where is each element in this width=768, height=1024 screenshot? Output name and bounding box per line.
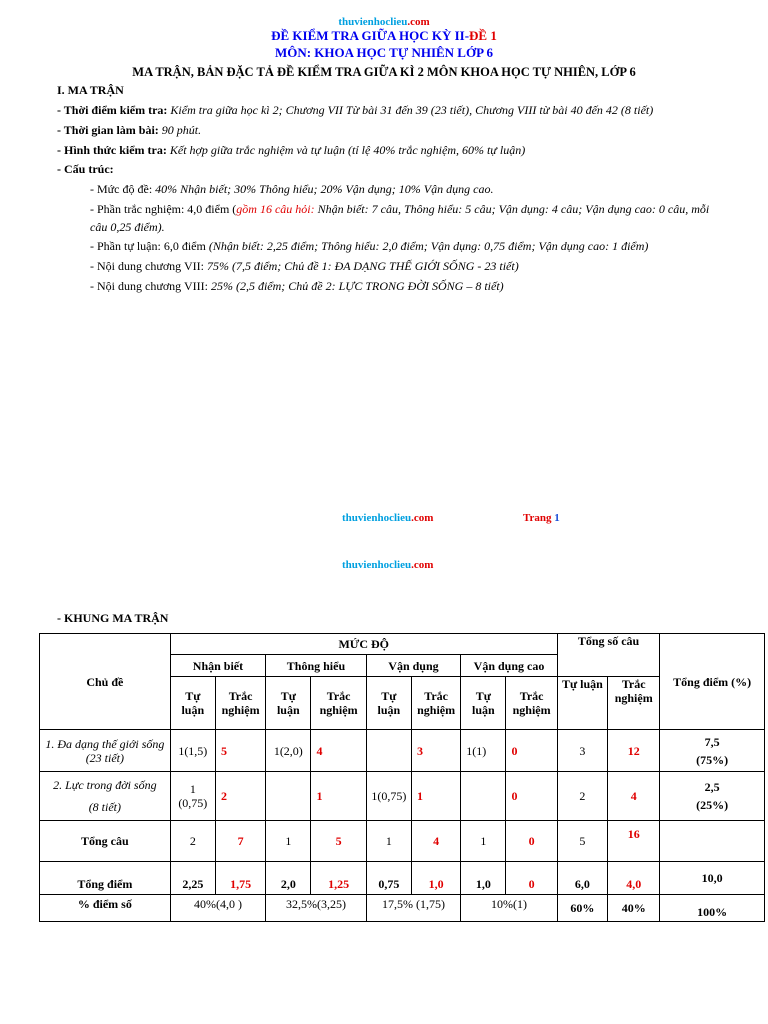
cell: 0: [506, 730, 557, 772]
difficulty-line: - Mức độ đề: 40% Nhận biết; 30% Thông hiểu; 20% Vận dụng; 10% Vận dụng cao.: [90, 182, 494, 196]
col-mc: Trắc nghiệm: [311, 677, 366, 730]
exam-time-line: - Thời điểm kiểm tra: Kiểm tra giữa học kì 2; Chương VII Từ bài 31 đến 39 (23 tiết), Chương VIII từ bài 40 đến 42 (8 tiết): [57, 103, 654, 117]
total-questions-header: Tổng số câu: [557, 634, 660, 677]
cell: [461, 772, 506, 821]
multiple-choice-line: - Phần trắc nghiệm: 4,0 điểm (gồm 16 câu hỏi: Nhận biết: 7 câu, Thông hiểu: 5 câu; Vận dụng: 4 câu; Vận dụng cao: 0 câu, mỗi: [90, 202, 710, 216]
cell: 1(2,0): [266, 730, 311, 772]
cell: 0: [506, 772, 557, 821]
structure-label: - Cấu trúc:: [57, 162, 114, 176]
row-label: % điểm số: [40, 895, 171, 922]
chapter8-line: - Nội dung chương VIII: 25% (2,5 điểm; Chủ đề 2: LỰC TRONG ĐỜI SỐNG – 8 tiết): [90, 279, 504, 293]
table-row: [40, 772, 765, 821]
level-recognize: Nhận biết: [170, 655, 266, 677]
essay-line: - Phần tự luận: 6,0 điểm (Nhận biết: 2,25 điểm; Thông hiểu: 2,0 điểm; Vận dụng: 0,75 điểm; Vận dụng cao: 1 điểm): [90, 239, 649, 253]
cell: 1,25: [311, 862, 366, 895]
col-essay: Tự luận: [170, 677, 215, 730]
cell: [660, 821, 765, 862]
cell: 100%: [660, 895, 765, 922]
cell: 1,0: [461, 862, 506, 895]
cell: 40%(4,0 ): [170, 895, 266, 922]
table-row: [40, 895, 765, 922]
cell: 4: [411, 821, 460, 862]
cell: 1(1): [461, 730, 506, 772]
cell: 10%(1): [461, 895, 558, 922]
subject-title: MÔN: KHOA HỌC TỰ NHIÊN LỚP 6: [274, 45, 494, 60]
cell: 2,25: [170, 862, 215, 895]
footer-watermark: thuvienhoclieu.com: [342, 512, 434, 524]
exam-form-line: - Hình thức kiểm tra: Kết hợp giữa trắc nghiệm và tự luận (tỉ lệ 40% trắc nghiệm, 60% tự luận): [57, 143, 526, 157]
cell: 17,5% (1,75): [366, 895, 461, 922]
cell: 5: [311, 821, 366, 862]
cell: 0: [506, 821, 557, 862]
table-row: [40, 862, 765, 895]
topic-cell: 1. Đa dạng thế giới sống (23 tiết): [40, 730, 171, 772]
row-label: Tổng điểm: [40, 862, 171, 895]
level-apply: Vận dụng: [366, 655, 461, 677]
matrix-table: [39, 633, 765, 922]
cell: 1: [311, 772, 366, 821]
row-label: Tổng câu: [40, 821, 171, 862]
level-understand: Thông hiểu: [266, 655, 367, 677]
cell: [266, 772, 311, 821]
table-row: [40, 821, 765, 862]
cell: 1(0,75): [366, 772, 411, 821]
cell: 1 (0,75): [170, 772, 215, 821]
cell: 0,75: [366, 862, 411, 895]
cell: 4: [608, 772, 660, 821]
cell: 0: [506, 862, 557, 895]
section-heading: I. MA TRẬN: [57, 83, 124, 97]
col-essay: Tự luận: [266, 677, 311, 730]
level-apply-high: Vận dụng cao: [461, 655, 558, 677]
cell: 10,0: [660, 862, 765, 895]
topic-cell: 2. Lực trong đời sống (8 tiết): [40, 772, 171, 821]
cell: 60%: [557, 895, 607, 922]
cell: 7,5 (75%): [660, 730, 765, 772]
cell: 2: [170, 821, 215, 862]
page-number: Trang 1: [523, 512, 560, 524]
cell: 1: [461, 821, 506, 862]
cell: [366, 730, 411, 772]
chapter7-line: - Nội dung chương VII: 75% (7,5 điểm; Chủ đề 1: ĐA DẠNG THẾ GIỚI SỐNG - 23 tiết): [90, 259, 519, 273]
cell: 4,0: [608, 862, 660, 895]
total-points-header: Tổng điểm (%): [660, 634, 765, 730]
col-mc: Trắc nghiệm: [608, 677, 660, 730]
cell: 1: [411, 772, 460, 821]
cell: 5: [557, 821, 607, 862]
cell: 4: [311, 730, 366, 772]
col-essay: Tự luận: [366, 677, 411, 730]
cell: 1(1,5): [170, 730, 215, 772]
exam-title: ĐỀ KIỂM TRA GIỮA HỌC KỲ II-ĐỀ 1: [271, 28, 497, 43]
cell: 2: [557, 772, 607, 821]
topic-header: Chủ đề: [40, 634, 171, 730]
cell: 1: [366, 821, 411, 862]
cell: 2,5 (25%): [660, 772, 765, 821]
table-row: [40, 730, 765, 772]
duration-line: - Thời gian làm bài: 90 phút.: [57, 123, 202, 137]
cell: 2: [215, 772, 265, 821]
cell: 16: [608, 821, 660, 862]
col-mc: Trắc nghiệm: [215, 677, 265, 730]
cell: 1: [266, 821, 311, 862]
col-essay: Tự luận: [461, 677, 506, 730]
cell: 7: [215, 821, 265, 862]
cell: 6,0: [557, 862, 607, 895]
cell: 12: [608, 730, 660, 772]
cell: 2,0: [266, 862, 311, 895]
cell: 1,0: [411, 862, 460, 895]
cell: 40%: [608, 895, 660, 922]
col-mc: Trắc nghiệm: [411, 677, 460, 730]
col-essay: Tự luận: [557, 677, 607, 730]
matrix-heading: - KHUNG MA TRẬN: [57, 611, 169, 625]
page2-watermark: thuvienhoclieu.com: [342, 559, 434, 571]
cell: 5: [215, 730, 265, 772]
cell: 32,5%(3,25): [266, 895, 367, 922]
cell: 3: [411, 730, 460, 772]
document-title: MA TRẬN, BẢN ĐẶC TẢ ĐỀ KIỂM TRA GIỮA KÌ 2 MÔN KHOA HỌC TỰ NHIÊN, LỚP 6: [132, 65, 636, 79]
multiple-choice-line-2: câu 0,25 điểm).: [90, 220, 165, 234]
level-header: MỨC ĐỘ: [170, 634, 557, 655]
cell: 3: [557, 730, 607, 772]
col-mc: Trắc nghiệm: [506, 677, 557, 730]
site-watermark: thuvienhoclieu.com: [338, 16, 430, 28]
cell: 1,75: [215, 862, 265, 895]
